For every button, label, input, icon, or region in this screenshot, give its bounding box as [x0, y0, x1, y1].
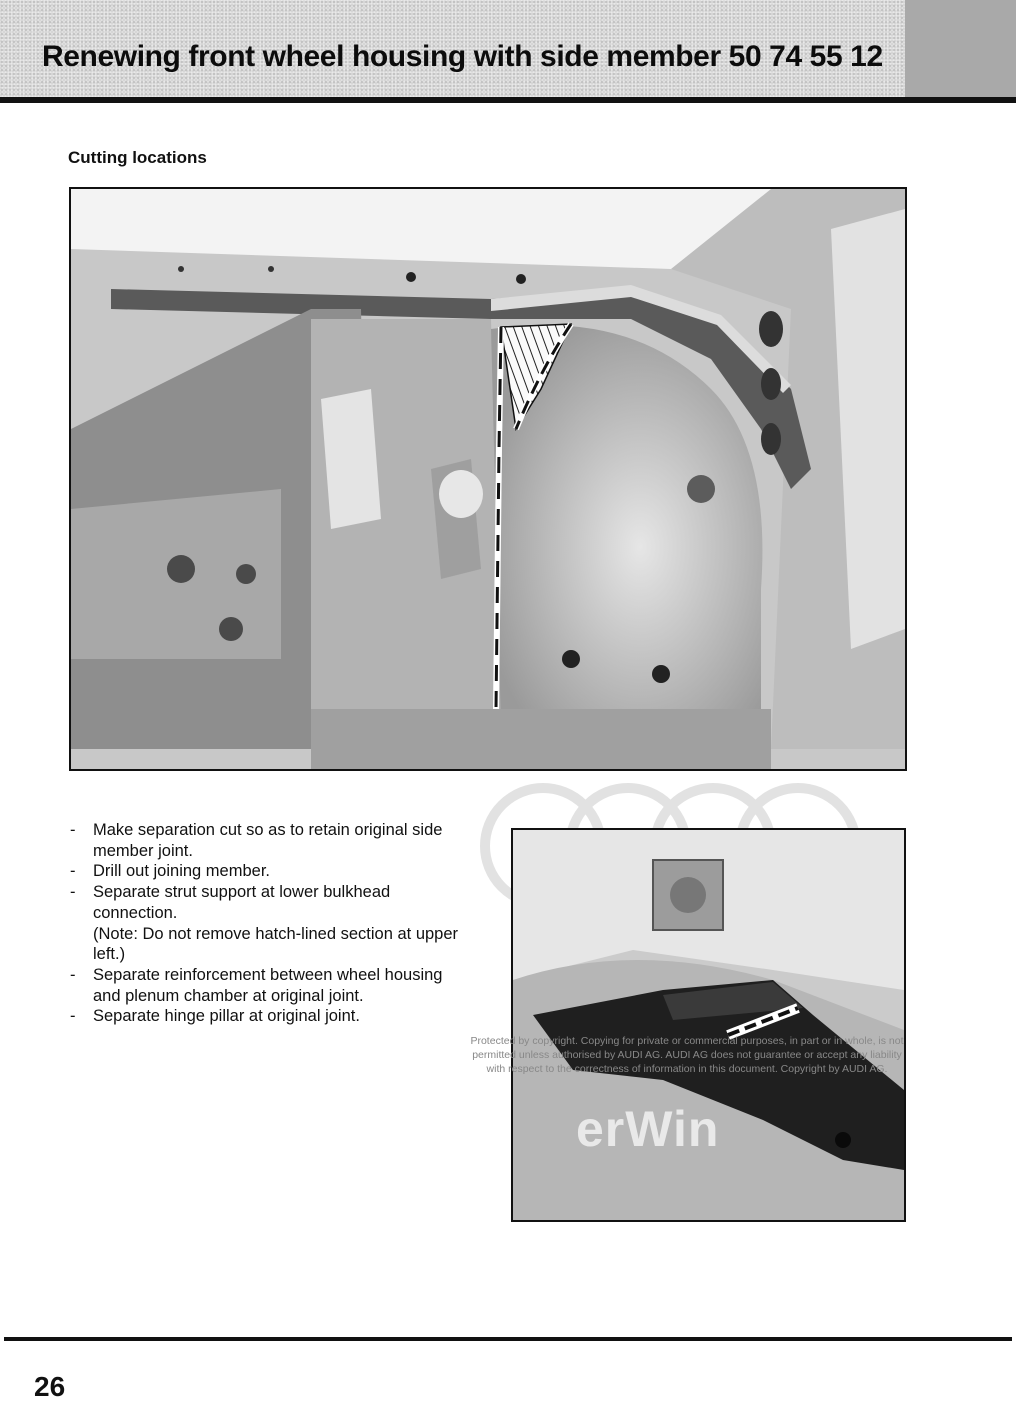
page-title: Renewing front wheel housing with side member 50 74 55 12	[42, 40, 883, 73]
instruction-text: Separate reinforcement between wheel housing and plenum chamber at original joint.	[93, 965, 443, 1005]
instruction-text: Make separation cut so as to retain original side member joint.	[93, 821, 443, 860]
wheel-housing-illustration	[71, 189, 905, 769]
bullet-dash: -	[70, 821, 76, 839]
instruction-text: Separate strut support at lower bulkhead connection.	[93, 883, 391, 922]
bullet-dash: -	[70, 965, 76, 984]
wheel-housing-figure	[69, 187, 907, 771]
list-item	[68, 861, 468, 882]
section-heading: Cutting locations	[68, 148, 207, 167]
list-item	[68, 1006, 468, 1027]
list-item	[68, 882, 468, 965]
copyright-notice: Protected by copyright. Copying for private or commercial purposes, in part or in whole, is not permitted unless authorised by AUDI AG. AUDI AG does not guarantee or accept any liability with respect to the correctness of information in this document. Copyright by AUDI AG.	[470, 1035, 904, 1075]
bullet-dash: -	[70, 883, 76, 902]
instruction-text: Separate hinge pillar at original joint.	[93, 1007, 360, 1026]
header-rule	[0, 97, 1016, 103]
side-member-detail-figure	[511, 828, 906, 1222]
erwin-watermark: erWin	[576, 1101, 720, 1157]
side-member-detail-illustration	[513, 830, 904, 1220]
instruction-text: Drill out joining member.	[93, 862, 270, 881]
bullet-dash: -	[70, 1007, 76, 1026]
page-number: 26	[34, 1371, 66, 1402]
list-item	[68, 820, 468, 861]
bullet-dash: -	[70, 862, 76, 881]
footer-rule	[4, 1337, 1012, 1341]
header-accent-block	[905, 0, 1016, 100]
list-item	[68, 965, 468, 1006]
instruction-list	[68, 820, 468, 1027]
instruction-note: (Note: Do not remove hatch-lined section at upper left.)	[93, 924, 459, 964]
